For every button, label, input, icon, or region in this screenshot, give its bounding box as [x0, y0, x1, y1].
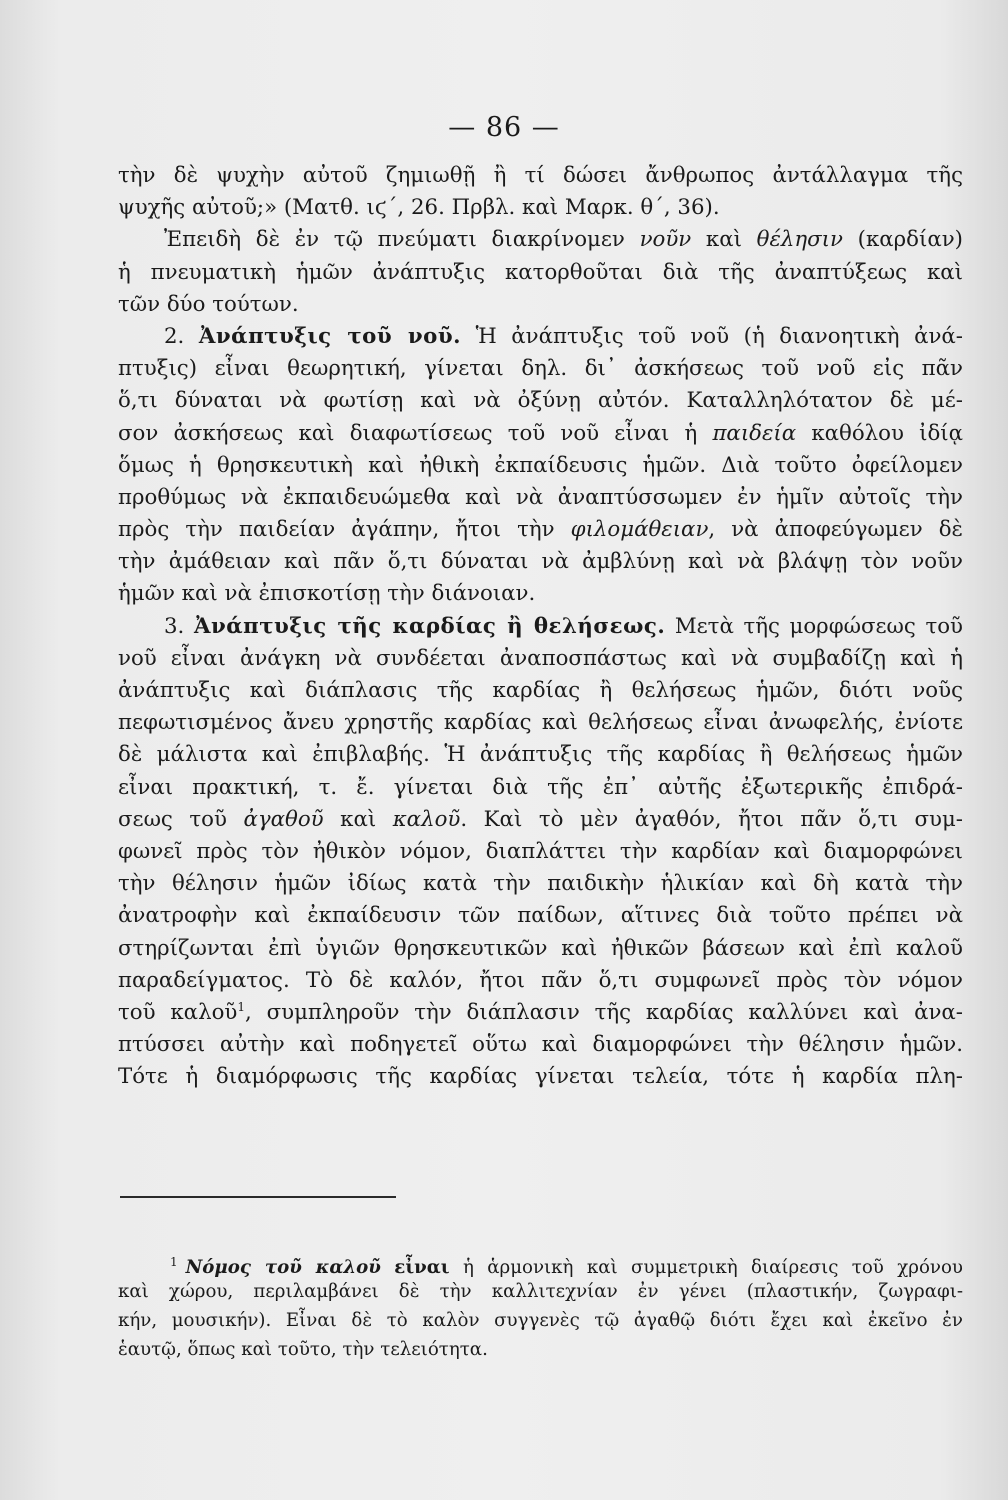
section-heading: Ἀνάπτυξις τῆς καρδίας ἢ θελήσεως. — [193, 613, 666, 639]
emphasis: νοῦν — [639, 227, 692, 253]
main-text — [118, 160, 963, 1093]
footnote — [118, 1248, 963, 1364]
footnote-line: καὶ χώρου, περιλαμβάνει δὲ τὴν καλλιτεχνίαν ἐν γένει (πλαστικήν, ζωγραφι- — [118, 1281, 963, 1302]
footnote-separator — [120, 1196, 396, 1198]
text-line: στηρίζωνται ἐπὶ ὑγιῶν θρησκευτικῶν καὶ ἠθικῶν βάσεων καὶ ἐπὶ καλοῦ — [118, 935, 963, 961]
text-line: ἡ πνευματικὴ ἡμῶν ἀνάπτυξις κατορθοῦται διὰ τῆς ἀναπτύξεως καὶ — [118, 259, 963, 285]
emphasis: ἀγαθοῦ — [243, 806, 324, 832]
text-line: ψυχῆς αὐτοῦ;» (Ματθ. ιϛ΄, 26. Πρβλ. καὶ Μαρκ. θ΄, 36). — [118, 195, 720, 221]
text-line: πρὸς τὴν παιδείαν ἀγάπην, ἤτοι τὴν φιλομάθειαν, νὰ ἀποφεύγωμεν δὲ — [118, 517, 963, 543]
text-line: τὴν δὲ ψυχὴν αὐτοῦ ζημιωθῇ ἢ τί δώσει ἄνθρωπος ἀντάλλαγμα τῆς — [118, 163, 963, 188]
text-line: Ἐπειδὴ δὲ ἐν τῷ πνεύματι διακρίνομεν νοῦν καὶ θέλησιν (καρδίαν) — [164, 227, 963, 253]
section-heading-line: 3. Ἀνάπτυξις τῆς καρδίας ἢ θελήσεως. Μετὰ τῆς μορφώσεως τοῦ — [164, 613, 963, 639]
text-line: τοῦ καλοῦ$^1$, συμπληροῦν τὴν διάπλασιν τῆς καρδίας καλλύνει καὶ ἀνα- — [118, 999, 963, 1025]
text-line: τὴν ἀμάθειαν καὶ πᾶν ὅ,τι δύναται νὰ ἀμβλύνῃ καὶ νὰ βλάψῃ τὸν νοῦν — [118, 549, 963, 575]
text-line: παραδείγματος. Τὸ δὲ καλόν, ἤτοι πᾶν ὅ,τι συμφωνεῖ πρὸς τὸν νόμον — [118, 967, 963, 993]
text-line: σεως τοῦ ἀγαθοῦ καὶ καλοῦ. Καὶ τὸ μὲν ἀγαθόν, ἤτοι πᾶν ὅ,τι συμ- — [118, 806, 963, 832]
text-line: νοῦ εἶναι ἀνάγκη νὰ συνδέεται ἀναποσπάστως καὶ νὰ συμβαδίζῃ καὶ ἡ — [118, 645, 963, 671]
text-line: ἀνατροφὴν καὶ ἐκπαίδευσιν τῶν παίδων, αἵτινες διὰ τοῦτο πρέπει νὰ — [118, 903, 963, 929]
text-line: πτυξις) εἶναι θεωρητική, γίνεται δηλ. δι᾽ ἀσκήσεως τοῦ νοῦ εἰς πᾶν — [118, 356, 963, 382]
section-heading: Ἀνάπτυξις τοῦ νοῦ. — [198, 323, 462, 349]
emphasis: θέλησιν — [756, 227, 843, 253]
text-line: δὲ μάλιστα καὶ ἐπιβλαβής. Ἡ ἀνάπτυξις τῆς καρδίας ἢ θελήσεως ἡμῶν — [118, 742, 963, 768]
footnote-mark: 1 — [170, 1255, 178, 1269]
text-line: πτύσσει αὐτὴν καὶ ποδηγετεῖ οὕτω καὶ διαμορφώνει τὴν θέλησιν ἡμῶν. — [118, 1032, 963, 1058]
text-line: πεφωτισμένος ἄνευ χρηστῆς καρδίας καὶ θελήσεως εἶναι ἀνωφελής, ἐνίοτε — [118, 710, 963, 736]
emphasis: καλοῦ — [392, 806, 461, 832]
text-line: ὅ,τι δύναται νὰ φωτίσῃ καὶ νὰ ὀξύνῃ αὐτόν. Καταλληλότατον δὲ μέ- — [118, 388, 963, 414]
text-line: φωνεῖ πρὸς τὸν ἠθικὸν νόμον, διαπλάττει τὴν καρδίαν καὶ διαμορφώνει — [118, 838, 963, 864]
text-line: σον ἀσκήσεως καὶ διαφωτίσεως τοῦ νοῦ εἶναι ἡ παιδεία καθόλου ἰδίᾳ — [118, 420, 963, 446]
page-number: — 86 — — [448, 112, 560, 143]
footnote-line: $^1$ Νόμος τοῦ καλοῦ εἶναι ἡ ἁρμονικὴ καὶ συμμετρικὴ διαίρεσις τοῦ χρόνου — [170, 1255, 963, 1277]
emphasis: φιλομάθειαν — [570, 517, 709, 543]
text-line: τῶν δύο τούτων. — [118, 291, 299, 317]
text-line: ὅμως ἡ θρησκευτικὴ καὶ ἠθικὴ ἐκπαίδευσις ἡμῶν. Διὰ τοῦτο ὀφείλομεν — [118, 452, 963, 478]
footnote-line: κήν, μουσικήν). Εἶναι δὲ τὸ καλὸν συγγενὲς τῷ ἀγαθῷ διότι ἔχει καὶ ἐκεῖνο ἐν — [118, 1310, 963, 1331]
text-line: ἀνάπτυξις καὶ διάπλασις τῆς καρδίας ἢ θελήσεως ἡμῶν, διότι νοῦς — [118, 678, 963, 703]
footnote-reference: 1 — [237, 999, 245, 1014]
text-line: εἶναι πρακτική, τ. ἔ. γίνεται διὰ τῆς ἐπ᾽ αὐτῆς ἐξωτερικῆς ἐπιδρά- — [118, 774, 963, 800]
footnote-line: ἑαυτῷ, ὅπως καὶ τοῦτο, τὴν τελειότητα. — [118, 1339, 488, 1360]
text-line: τὴν θέλησιν ἡμῶν ἰδίως κατὰ τὴν παιδικὴν ἡλικίαν καὶ δὴ κατὰ τὴν — [118, 871, 963, 897]
text-line: Τότε ἡ διαμόρφωσις τῆς καρδίας γίνεται τελεία, τότε ἡ καρδία πλη- — [118, 1064, 963, 1090]
text-line: προθύμως νὰ ἐκπαιδευώμεθα καὶ νὰ ἀναπτύσσωμεν ἐν ἡμῖν αὐτοῖς τὴν — [118, 484, 963, 510]
section-heading-line: 2. Ἀνάπτυξις τοῦ νοῦ. Ἡ ἀνάπτυξις τοῦ νοῦ (ἡ διανοητικὴ ἀνά- — [164, 323, 963, 349]
text-line: ἡμῶν καὶ νὰ ἐπισκοτίσῃ τὴν διάνοιαν. — [118, 581, 536, 607]
emphasis: παιδεία — [712, 420, 797, 446]
